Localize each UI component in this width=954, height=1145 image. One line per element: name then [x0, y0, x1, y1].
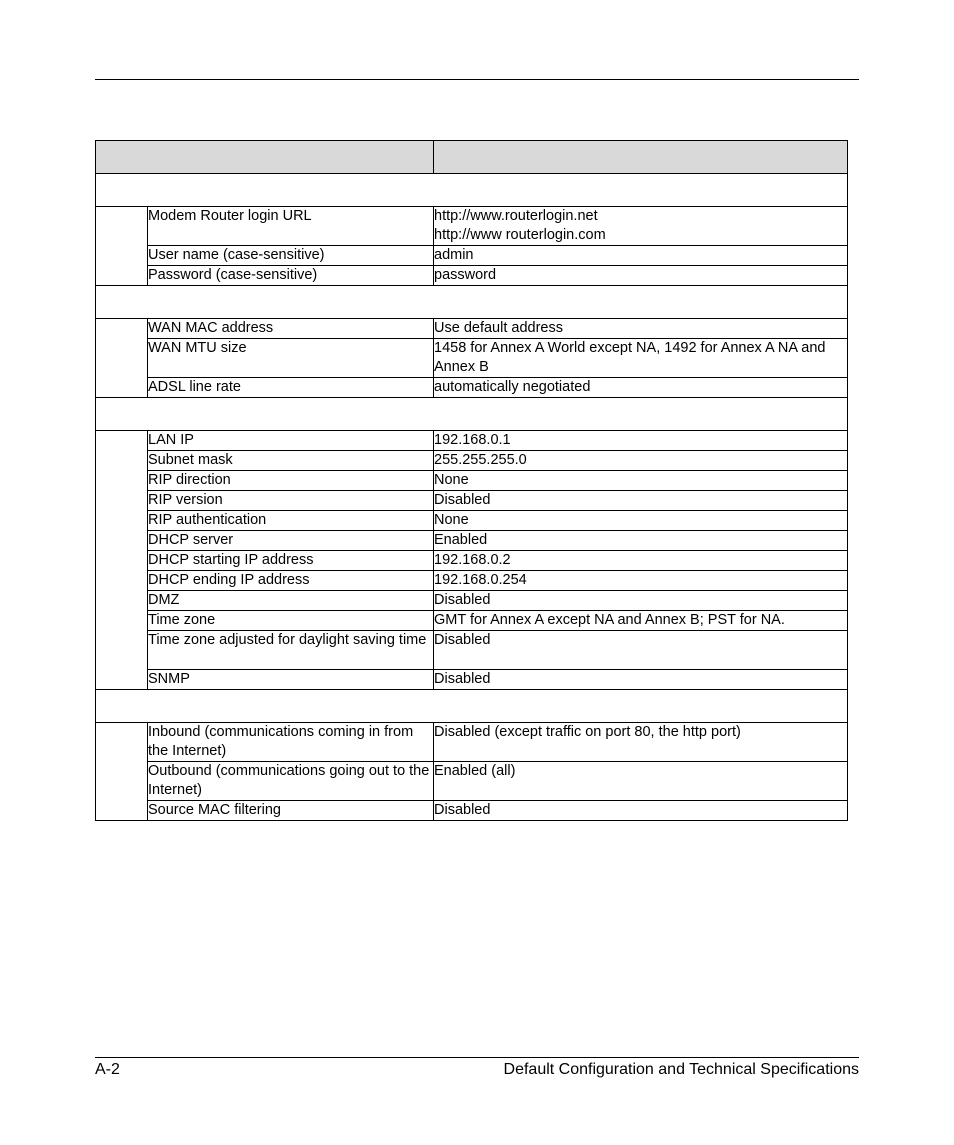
table-row: [96, 207, 848, 246]
table-header-feature: [96, 141, 434, 174]
table-row: [96, 319, 848, 339]
table-row: [96, 631, 848, 670]
table-row: [96, 431, 848, 451]
table-header-default: [434, 141, 848, 174]
default-value-cell: Enabled (all): [434, 762, 848, 801]
default-settings-table: [95, 140, 848, 821]
default-value-cell: 1458 for Annex A World except NA, 1492 for Annex A NA and Annex B: [434, 339, 848, 378]
default-value-cell: Disabled (except traffic on port 80, the http port): [434, 723, 848, 762]
table-row: [96, 723, 848, 762]
default-value-cell: None: [434, 471, 848, 491]
section-title: [96, 174, 848, 207]
table-row: [96, 670, 848, 690]
section-title: [96, 286, 848, 319]
table-row: [96, 378, 848, 398]
setting-name-cell: WAN MTU size: [148, 339, 434, 378]
indent-cell: [96, 207, 148, 286]
indent-cell: [96, 319, 148, 398]
default-value-cell: 192.168.0.254: [434, 571, 848, 591]
default-value-cell: Disabled: [434, 670, 848, 690]
setting-name-cell: Outbound (communications going out to the Internet): [148, 762, 434, 801]
table-row: [96, 511, 848, 531]
table-row: [96, 491, 848, 511]
chapter-title: Default Configuration and Technical Specifications: [503, 1061, 859, 1078]
setting-name-cell: DHCP server: [148, 531, 434, 551]
setting-name-cell: Password (case-sensitive): [148, 266, 434, 286]
footer-rule: [95, 1057, 859, 1058]
setting-name-cell: Source MAC filtering: [148, 801, 434, 821]
setting-name-cell: RIP version: [148, 491, 434, 511]
setting-name-cell: DMZ: [148, 591, 434, 611]
setting-name-cell: DHCP ending IP address: [148, 571, 434, 591]
table-row: [96, 611, 848, 631]
setting-name-cell: Subnet mask: [148, 451, 434, 471]
section-header-row: [96, 398, 848, 431]
default-value-cell: Enabled: [434, 531, 848, 551]
indent-cell: [96, 431, 148, 690]
setting-name-cell: Time zone adjusted for daylight saving time: [148, 631, 434, 670]
setting-name-cell: LAN IP: [148, 431, 434, 451]
setting-name-cell: Time zone: [148, 611, 434, 631]
default-value-cell: Use default address: [434, 319, 848, 339]
setting-name-cell: User name (case-sensitive): [148, 246, 434, 266]
default-value-cell: Disabled: [434, 801, 848, 821]
default-value-cell: http://www.routerlogin.net http://www routerlogin.com: [434, 207, 848, 246]
page-number: A-2: [95, 1061, 120, 1078]
table-row: [96, 571, 848, 591]
default-value-cell: 255.255.255.0: [434, 451, 848, 471]
table-row: [96, 471, 848, 491]
table-row: [96, 266, 848, 286]
table-row: [96, 551, 848, 571]
section-title: [96, 398, 848, 431]
setting-name-cell: ADSL line rate: [148, 378, 434, 398]
default-value-cell: Disabled: [434, 491, 848, 511]
section-title: [96, 690, 848, 723]
table-row: [96, 246, 848, 266]
default-value-cell: password: [434, 266, 848, 286]
default-value-cell: GMT for Annex A except NA and Annex B; PST for NA.: [434, 611, 848, 631]
setting-name-cell: SNMP: [148, 670, 434, 690]
setting-name-cell: WAN MAC address: [148, 319, 434, 339]
setting-name-cell: DHCP starting IP address: [148, 551, 434, 571]
table-body: [96, 174, 848, 821]
table-header-row: [96, 141, 848, 174]
default-value-cell: admin: [434, 246, 848, 266]
indent-cell: [96, 723, 148, 821]
default-value-cell: Disabled: [434, 631, 848, 670]
header-rule: [95, 79, 859, 80]
table-row: [96, 531, 848, 551]
table-row: [96, 339, 848, 378]
default-value-cell: Disabled: [434, 591, 848, 611]
table-row: [96, 762, 848, 801]
table-row: [96, 801, 848, 821]
setting-name-cell: Modem Router login URL: [148, 207, 434, 246]
default-value-cell: None: [434, 511, 848, 531]
setting-name-cell: RIP authentication: [148, 511, 434, 531]
default-value-cell: 192.168.0.2: [434, 551, 848, 571]
table-row: [96, 451, 848, 471]
section-header-row: [96, 286, 848, 319]
section-header-row: [96, 174, 848, 207]
default-value-cell: automatically negotiated: [434, 378, 848, 398]
default-value-cell: 192.168.0.1: [434, 431, 848, 451]
setting-name-cell: RIP direction: [148, 471, 434, 491]
section-header-row: [96, 690, 848, 723]
table-row: [96, 591, 848, 611]
setting-name-cell: Inbound (communications coming in from the Internet): [148, 723, 434, 762]
